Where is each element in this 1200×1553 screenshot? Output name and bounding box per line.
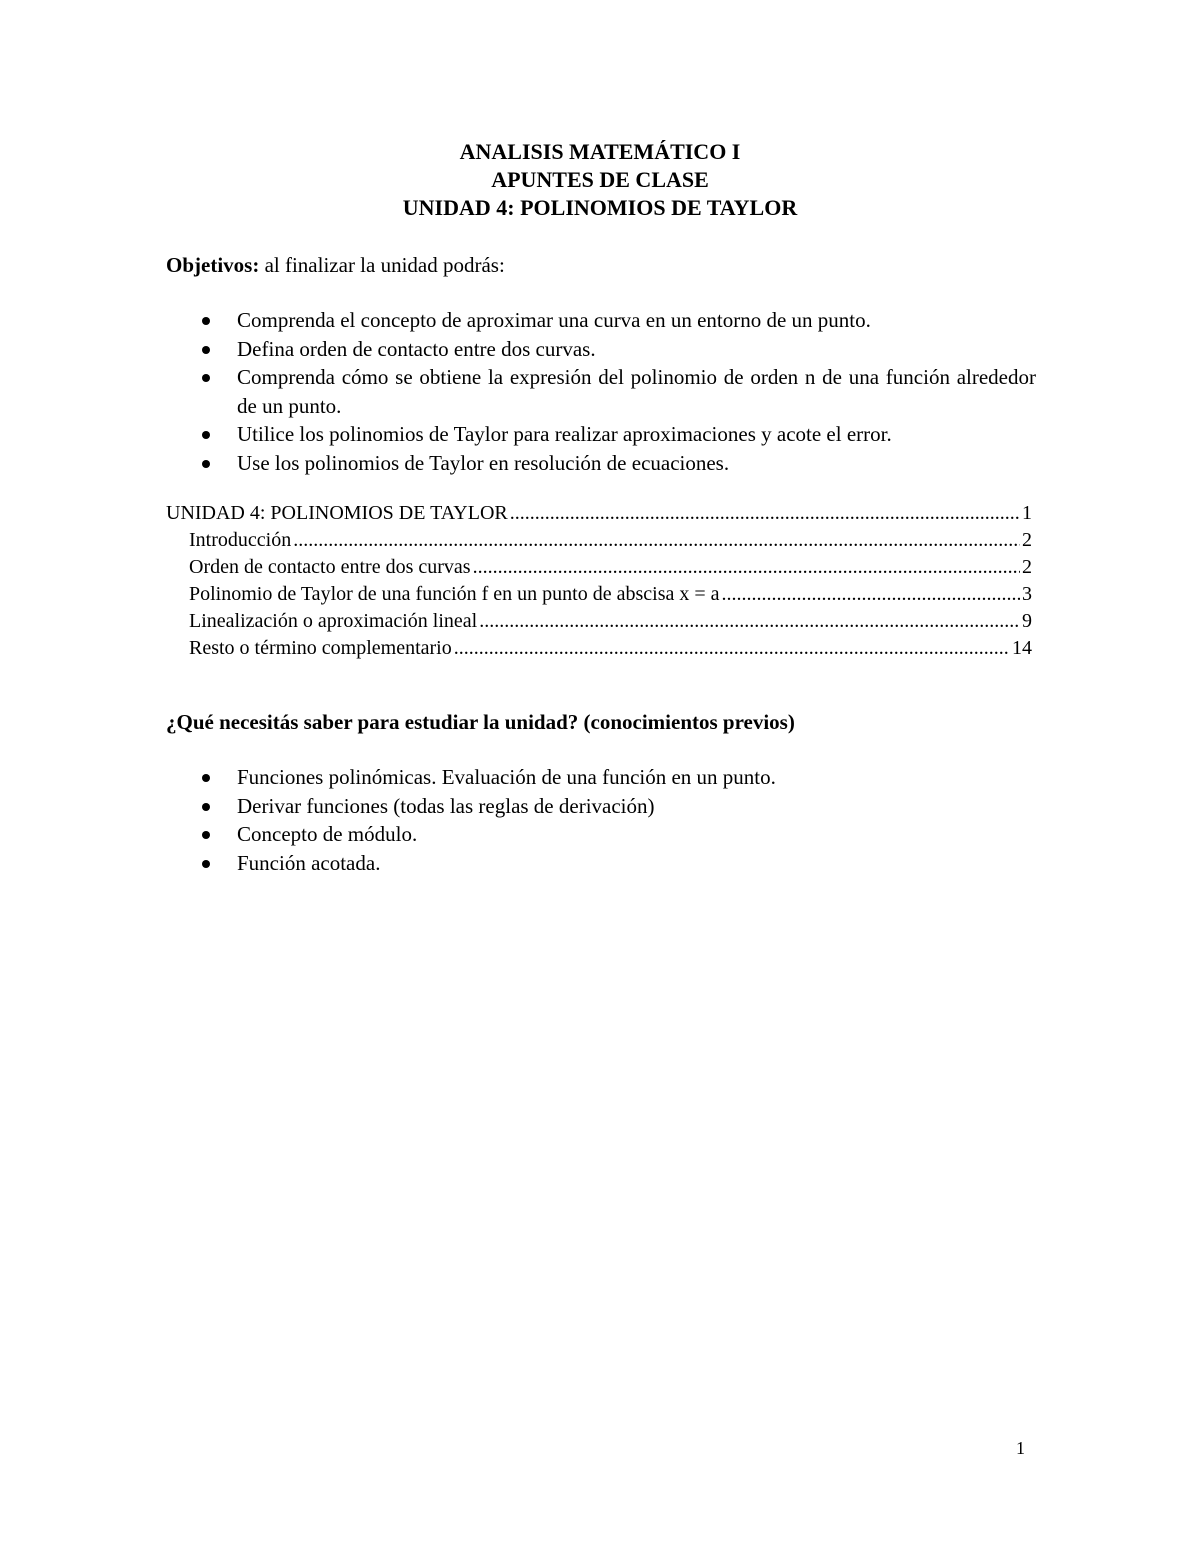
objectives-label: Objetivos: <box>166 253 260 277</box>
toc-entry-title: Polinomio de Taylor de una función f en un punto de abscisa x = a <box>189 583 720 605</box>
toc-entry-linealizacion[interactable] <box>166 608 1032 635</box>
list-item <box>166 363 1036 420</box>
list-item-text: Derivar funciones (todas las reglas de derivación) <box>237 793 655 818</box>
toc-leader-dots <box>510 500 1020 527</box>
list-item <box>166 849 1036 878</box>
toc-entry-title: Resto o término complementario <box>189 637 452 659</box>
toc-leader-dots <box>473 554 1020 581</box>
toc-entry-title: UNIDAD 4: POLINOMIOS DE TAYLOR <box>166 502 508 524</box>
list-item <box>166 335 1036 364</box>
objectives-list <box>166 306 1036 477</box>
toc-leader-dots <box>293 527 1020 554</box>
objectives-intro: al finalizar la unidad podrás: <box>259 253 505 277</box>
title-course: ANALISIS MATEMÁTICO I <box>459 139 741 164</box>
bullet-icon <box>202 774 210 782</box>
toc-entry-introduccion[interactable] <box>166 527 1032 554</box>
toc-leader-dots <box>479 608 1020 635</box>
list-item-text: Función acotada. <box>237 850 381 875</box>
list-item-text: Comprenda cómo se obtiene la expresión del polinomio de orden n de una función alrededor de un punto. <box>237 365 1036 418</box>
bullet-icon <box>202 374 210 382</box>
table-of-contents <box>166 500 1032 662</box>
toc-entry-resto[interactable] <box>166 635 1032 662</box>
list-item-text: Funciones polinómicas. Evaluación de una función en un punto. <box>237 765 776 789</box>
list-item <box>166 420 1036 449</box>
list-item-text: Use los polinomios de Taylor en resolución de ecuaciones. <box>237 450 730 475</box>
toc-entry-page: 1 <box>1022 502 1032 524</box>
list-item <box>166 449 1036 478</box>
list-item-text: Comprenda el concepto de aproximar una curva en un entorno de un punto. <box>237 308 871 332</box>
bullet-icon <box>202 431 210 439</box>
toc-leader-dots <box>454 635 1010 662</box>
toc-entry-page: 14 <box>1012 637 1032 659</box>
toc-entry-title: Orden de contacto entre dos curvas <box>189 556 471 578</box>
toc-entry-page: 9 <box>1022 610 1032 632</box>
title-notes: APUNTES DE CLASE <box>491 167 709 192</box>
toc-leader-dots <box>722 581 1020 608</box>
bullet-icon <box>202 831 210 839</box>
bullet-icon <box>202 460 210 468</box>
toc-entry-polinomio-taylor[interactable] <box>166 581 1032 608</box>
toc-entry-title: Introducción <box>189 529 292 551</box>
list-item-text: Utilice los polinomios de Taylor para realizar aproximaciones y acote el error. <box>237 422 892 446</box>
bullet-icon <box>202 317 210 325</box>
toc-entry-page: 3 <box>1022 583 1032 605</box>
prerequisites-heading: ¿Qué necesitás saber para estudiar la unidad? (conocimientos previos) <box>166 710 795 734</box>
list-item <box>166 820 1036 849</box>
title-unit: UNIDAD 4: POLINOMIOS DE TAYLOR <box>402 195 798 220</box>
bullet-icon <box>202 803 210 811</box>
list-item-text: Defina orden de contacto entre dos curvas. <box>237 336 596 361</box>
list-item <box>166 792 1036 821</box>
list-item <box>166 763 1036 792</box>
list-item <box>166 306 1036 335</box>
bullet-icon <box>202 860 210 868</box>
page-number: 1 <box>1016 1438 1025 1458</box>
toc-entry-page: 2 <box>1022 556 1032 578</box>
toc-entry-title: Linealización o aproximación lineal <box>189 610 478 632</box>
document-title <box>0 138 1200 222</box>
toc-entry-page: 2 <box>1022 529 1032 551</box>
toc-entry-orden-contacto[interactable] <box>166 554 1032 581</box>
objectives-heading <box>166 251 505 279</box>
bullet-icon <box>202 346 210 354</box>
toc-entry-unit[interactable] <box>166 500 1032 527</box>
prerequisites-list <box>166 763 1036 877</box>
list-item-text: Concepto de módulo. <box>237 822 418 846</box>
